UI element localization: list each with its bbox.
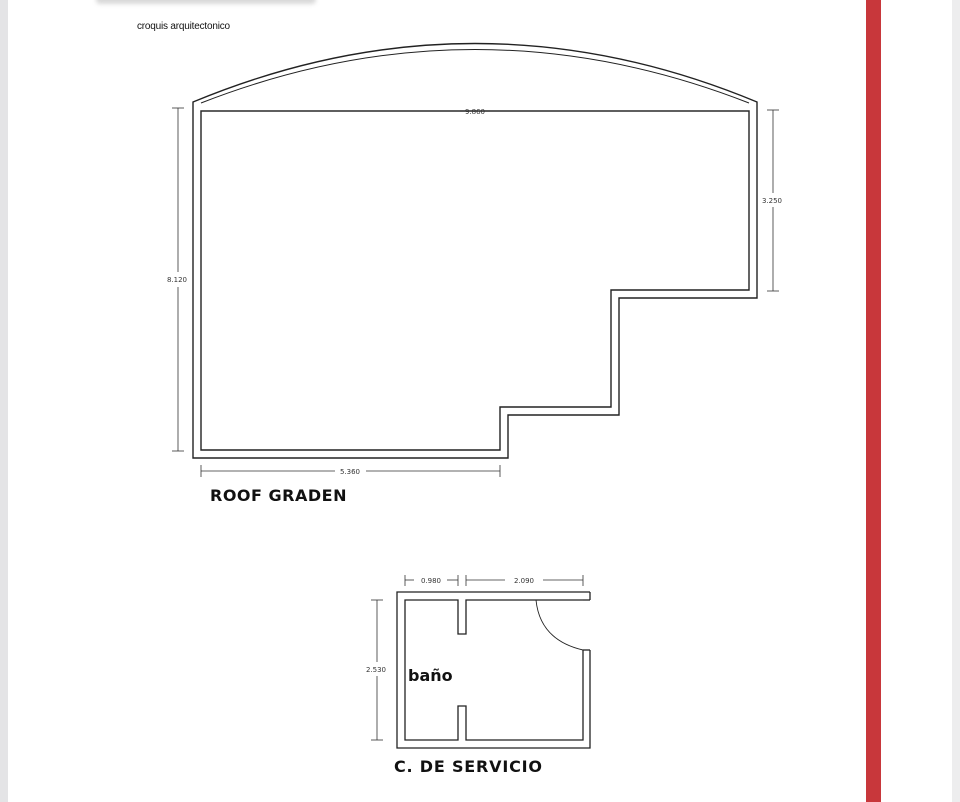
- roof-dim-left: 8.120: [166, 276, 188, 284]
- roof-dim-right: 3.250: [761, 197, 783, 205]
- roof-garden-walls: [193, 44, 757, 459]
- service-dim-top-right: 2.090: [513, 577, 535, 585]
- service-dim-top-left: 0.980: [420, 577, 442, 585]
- service-dim-left: 2.530: [365, 666, 387, 674]
- roof-garden-title: ROOF GRADEN: [210, 486, 347, 505]
- service-title: C. DE SERVICIO: [394, 757, 543, 776]
- service-room-label: baño: [408, 666, 453, 685]
- roof-dimension-lines: [172, 108, 779, 477]
- roof-dim-bottom: 5.360: [339, 468, 361, 476]
- door-swing-arc: [536, 600, 583, 650]
- document-caption: croquis arquitectonico: [137, 21, 230, 32]
- roof-dim-top: 9.860: [464, 108, 486, 116]
